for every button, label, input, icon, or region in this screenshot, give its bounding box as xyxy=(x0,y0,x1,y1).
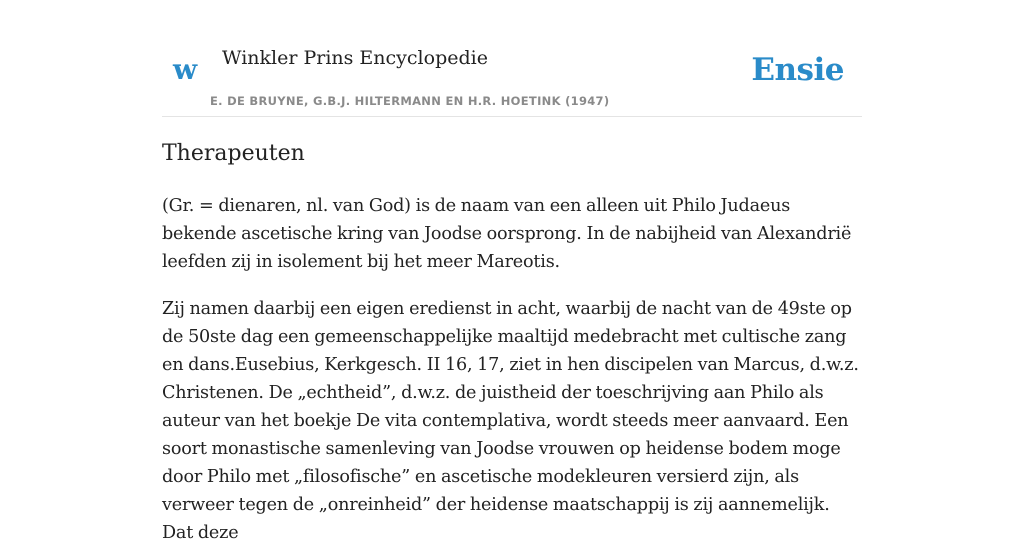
entry-title: Therapeuten xyxy=(162,141,305,166)
article-paragraph: (Gr. = dienaren, nl. van God) is de naam van een alleen uit Philo Judaeus bekende ascetische kring van Joodse oorsprong. In de nabijheid van Alexandrië leefden zij in isolement bij het meer Mareotis. xyxy=(162,196,852,272)
authors-subtitle: E. DE BRUYNE, G.B.J. HILTERMANN EN H.R. HOETINK (1947) xyxy=(210,94,610,108)
ensie-logo-link[interactable]: Ensie xyxy=(751,52,844,88)
site-title-link[interactable]: Winkler Prins Encyclopedie xyxy=(222,47,488,69)
article xyxy=(162,136,862,547)
site-header xyxy=(162,0,862,117)
logo-w-icon[interactable]: w xyxy=(173,53,198,86)
article-paragraph: Zij namen daarbij een eigen eredienst in acht, waarbij de nacht van de 49ste op de 50ste dag een gemeenschappelijke maaltijd medebracht met cultische zang en dans.Eusebius, Kerkgesch. II 16, 17, ziet in hen discipelen van Marcus, d.w.z. Christenen. De „echtheid”, d.w.z. de juistheid der toeschrijving aan Philo als auteur van het boekje De vita contemplativa, wordt steeds meer aanvaard. Een soort monastische samenleving van Joodse vrouwen op heidense bodem moge door Philo met „filosofische” en ascetische modekleuren versierd zijn, als verweer tegen de „onreinheid” der heidense maatschappij is zij aannemelijk. Dat deze xyxy=(162,299,859,543)
